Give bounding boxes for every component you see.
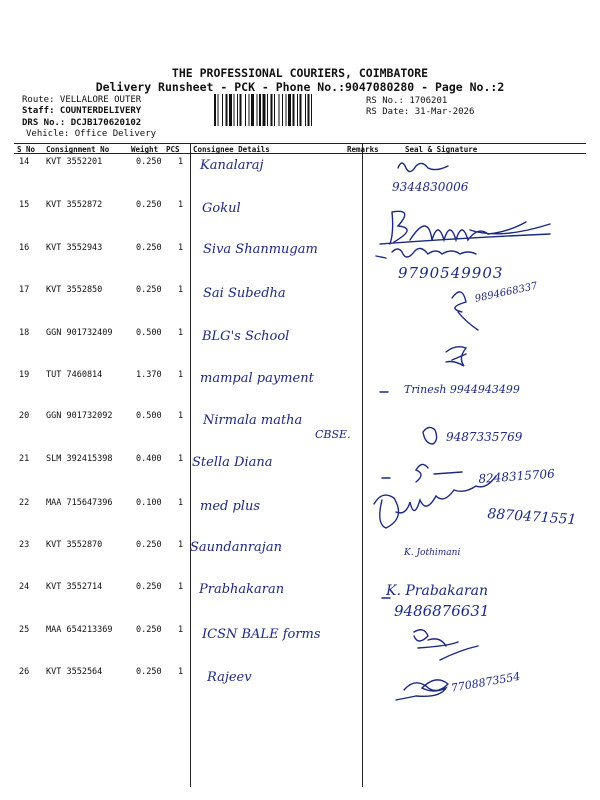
row-consignment: KVT 3552850 [46,285,103,295]
col-remarks: Remarks [347,145,379,154]
row-consignee: Prabhakaran [199,582,285,597]
drs-label: DRS No.: DCJB170620102 [22,118,142,128]
route-label: Route: VELLALORE OUTER [22,95,142,105]
row-consignee: mampal payment [200,371,314,386]
row-consignment: TUT 7460814 [46,370,103,380]
vehicle-label: Vehicle: Office Delivery [26,129,157,139]
row-consignment: GGN 901732092 [46,411,113,421]
row-pcs: 1 [178,667,184,677]
row-consignee: ICSN BALE forms [202,627,321,642]
row-consignment: SLM 392415398 [46,454,113,464]
rs-number: RS No.: 1706201 [366,96,448,106]
col-consignment: Consignment No [46,145,110,154]
row-consignment: MAA 654213369 [46,625,113,635]
row-consignee: Nirmala matha [203,413,303,428]
row-consignee: Saundanrajan [190,540,282,555]
row-consignee: BLG's School [202,329,290,344]
row-consignment: KVT 3552714 [46,582,103,592]
row-consignee: Kanalaraj [200,158,264,173]
row-consignment: KVT 3552872 [46,200,103,210]
col-sno: S No [17,145,36,154]
company-title: THE PROFESSIONAL COURIERS, COIMBATORE [171,66,429,80]
signature-phone-14: 9344830006 [392,180,469,194]
signature-19: Trinesh 9944943499 [404,383,520,396]
row-consignment: GGN 901732409 [46,328,113,338]
row-pcs: 1 [178,328,184,338]
row-weight: 0.250 [136,285,162,295]
row-sno: 18 [19,328,30,338]
signature-phone-17: 9894668337 [474,280,539,305]
col-consignee: Consignee Details [193,145,270,154]
row-sno: 15 [19,200,30,210]
row-sno: 14 [19,157,30,167]
col-pcs: PCS [166,145,180,154]
row-pcs: 1 [178,540,184,550]
row-sno: 21 [19,454,30,464]
signature-24-name: K. Prabakaran [386,583,489,599]
runsheet-subtitle: Delivery Runsheet - PCK - Phone No.:9047080280 - Page No.:2 [95,80,505,94]
signature-phone-24: 9486876631 [394,602,490,620]
row-sno: 19 [19,370,30,380]
signature-23: K. Jothimani [404,548,461,558]
row-sno: 23 [19,540,30,550]
row-sno: 24 [19,582,30,592]
row-sno: 16 [19,243,30,253]
row-weight: 0.250 [136,200,162,210]
row-weight: 0.250 [136,540,162,550]
rs-date: RS Date: 31-Mar-2026 [366,107,475,117]
row-pcs: 1 [178,454,184,464]
row-consignment: MAA 715647396 [46,498,113,508]
col-weight: Weight [131,145,159,154]
row-weight: 0.250 [136,243,162,253]
row-weight: 0.250 [136,157,162,167]
signature-phone-20: 9487335769 [446,430,523,444]
row-sno: 22 [19,498,30,508]
signature-phone-26: 7708873554 [450,669,522,695]
row-pcs: 1 [178,157,184,167]
row-consignee: Rajeev [207,670,252,685]
signature-phone-21: 8248315706 [478,466,556,486]
row-pcs: 1 [178,285,184,295]
row-consignment: KVT 3552870 [46,540,103,550]
row-sno: 17 [19,285,30,295]
row-consignee: Stella Diana [192,455,273,470]
row-weight: 0.250 [136,582,162,592]
row-weight: 1.370 [136,370,162,380]
row-consignee: Siva Shanmugam [203,242,318,257]
signature-phone-16: 9790549903 [398,264,504,282]
row-consignee: med plus [200,499,260,514]
row-pcs: 1 [178,370,184,380]
row-sno: 25 [19,625,30,635]
row-weight: 0.250 [136,625,162,635]
row-consignment: KVT 3552201 [46,157,103,167]
row-sno: 20 [19,411,30,421]
row-pcs: 1 [178,243,184,253]
row-consignment: KVT 3552564 [46,667,103,677]
row-weight: 0.400 [136,454,162,464]
row-pcs: 1 [178,411,184,421]
row-pcs: 1 [178,582,184,592]
row-weight: 0.500 [136,328,162,338]
row-consignment: KVT 3552943 [46,243,103,253]
signature-phone-22: 8870471551 [486,506,577,529]
row-weight: 0.500 [136,411,162,421]
row-sno: 26 [19,667,30,677]
row-consignee: Sai Subedha [203,286,286,301]
row-pcs: 1 [178,200,184,210]
row-consignee: Gokul [202,201,241,216]
row-pcs: 1 [178,498,184,508]
row-weight: 0.100 [136,498,162,508]
row-pcs: 1 [178,625,184,635]
col-seal-signature: Seal & Signature [405,145,478,154]
row-consignee-note: CBSE. [315,428,351,441]
staff-label: Staff: COUNTERDELIVERY [22,106,142,116]
row-weight: 0.250 [136,667,162,677]
